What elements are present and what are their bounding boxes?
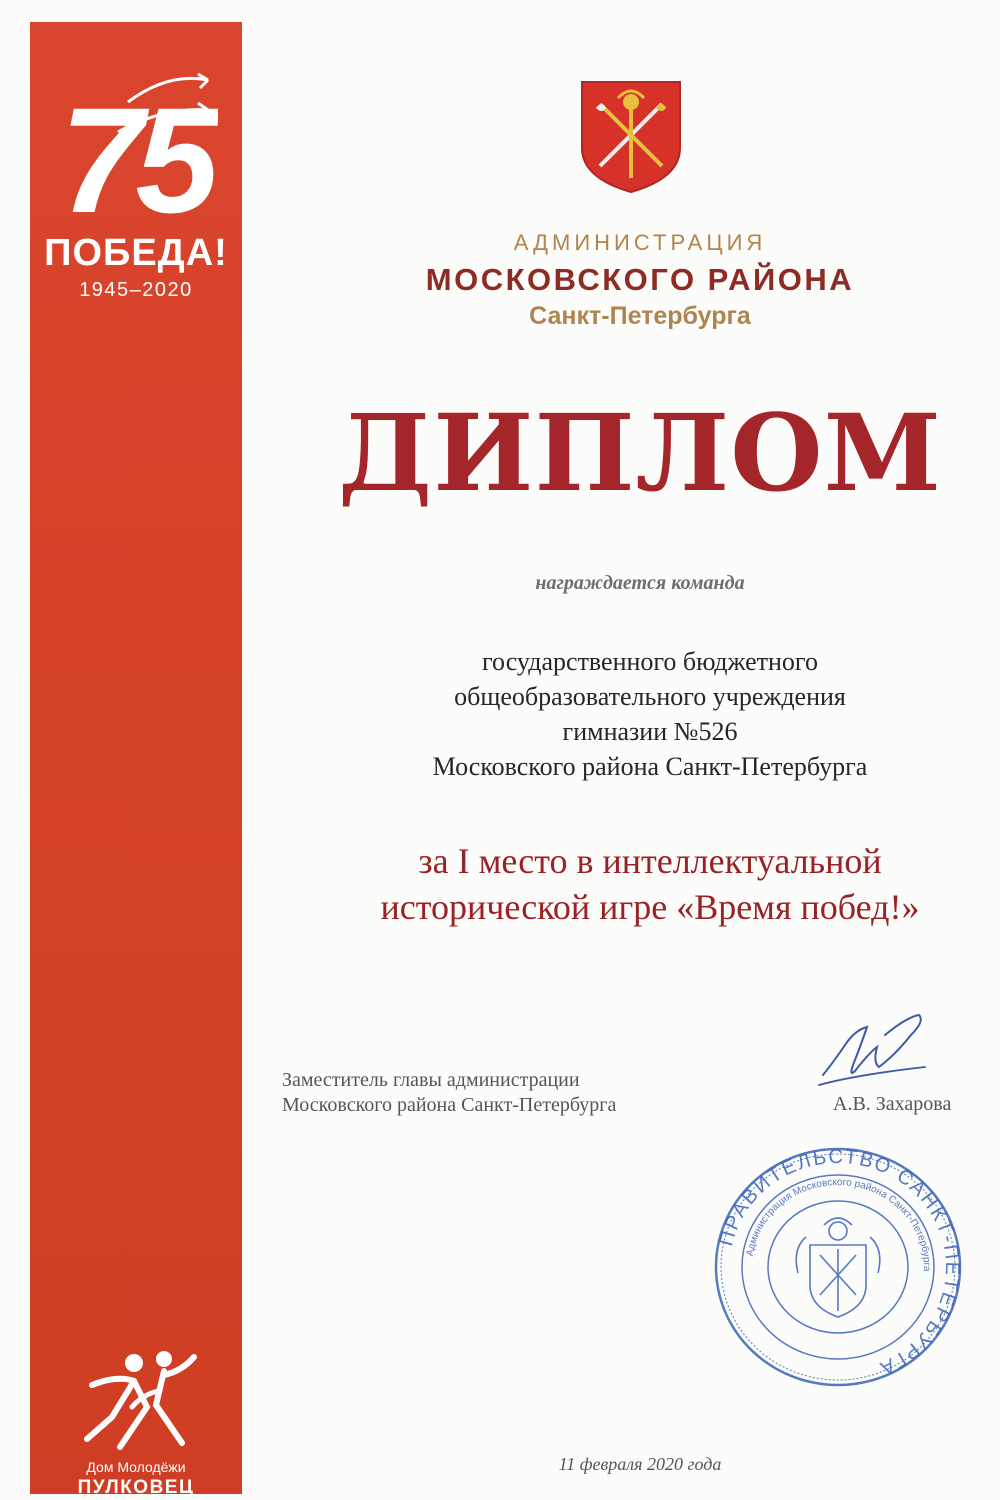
reason-line: за I место в интеллектуальной [418, 841, 882, 881]
award-reason [260, 838, 1000, 930]
coat-of-arms-icon [578, 78, 684, 196]
reason-line: исторической игре «Время побед!» [380, 887, 920, 927]
issue-date: 11 февраля 2020 года [558, 1454, 722, 1474]
org-name-line1: Дом Молодёжи [86, 1459, 186, 1475]
handwritten-signature [815, 1005, 935, 1095]
recipient-line: гимназии №526 [562, 717, 738, 746]
signatory-name: А.В. Захарова [833, 1093, 952, 1115]
recipient-line: государственного бюджетного [482, 647, 818, 676]
recipient-line: Московского района Санкт-Петербурга [432, 752, 868, 781]
header-line2: МОСКОВСКОГО РАЙОНА [425, 262, 855, 297]
left-band [30, 22, 242, 1498]
svg-text:75: 75 [60, 76, 211, 232]
stamp-outer-text: ПРАВИТЕЛЬСТВО САНКТ-ПЕТЕРБУРГА [715, 1145, 964, 1380]
recipient-block [260, 644, 1000, 784]
signatory-title [282, 1068, 802, 1118]
recipient-line: общеобразовательного учреждения [454, 682, 846, 711]
header-line1: АДМИНИСТРАЦИЯ [513, 230, 767, 255]
victory-slogan: ПОБЕДА! [44, 232, 228, 274]
org-name-line2: ПУЛКОВЕЦ [77, 1477, 195, 1498]
signatory-title-line: Заместитель главы администрации [282, 1069, 580, 1091]
dancers-logo-icon [72, 1347, 202, 1457]
victory-years: 1945–2020 [79, 279, 193, 301]
diploma-title: ДИПЛОМ [338, 390, 942, 515]
signatory-title-line: Московского района Санкт-Петербурга [282, 1094, 617, 1116]
victory-75-logo [58, 62, 218, 232]
header-line3: Санкт-Петербурга [529, 302, 751, 330]
awarded-text: награждается команда [535, 572, 745, 594]
official-stamp [712, 1145, 964, 1389]
stamp-inner-text: Администрация Московского района Санкт-Петербурга [744, 1176, 933, 1272]
